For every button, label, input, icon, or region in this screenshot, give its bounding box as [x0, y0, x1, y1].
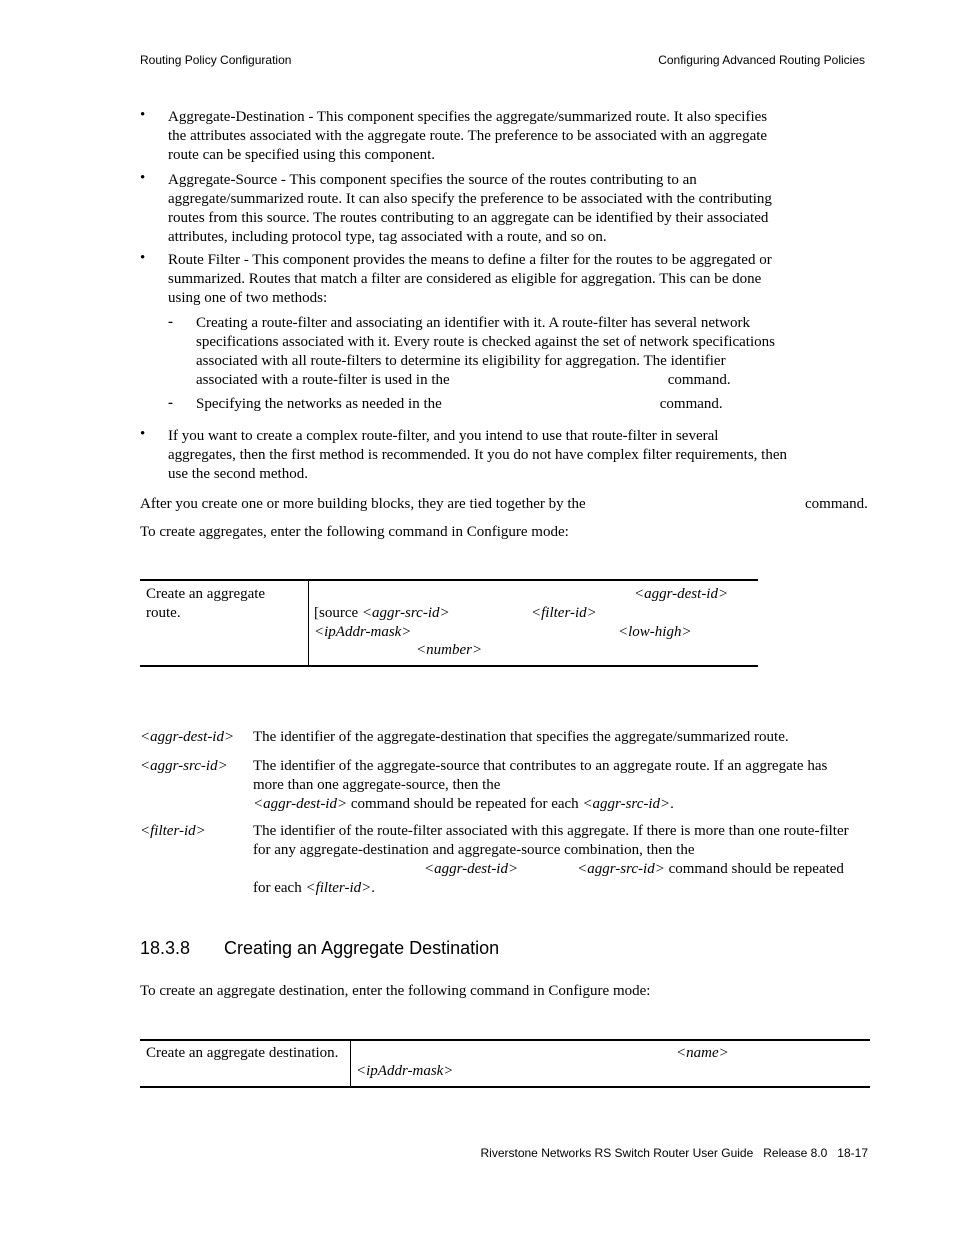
- param-desc-filter-id: [253, 822, 849, 898]
- bullet-recommendation: If you want to create a complex route-filter, and you intend to use that route-filter in several aggregates, then the first method is recommended. It you do not have complex filter requirements, then use the second method.: [168, 428, 787, 482]
- after-text: After you create one or more building blocks, they are tied together by the: [140, 496, 586, 512]
- param-inline-term: <aggr-src-id>: [577, 861, 665, 877]
- param-term-filter-id: <filter-id>: [140, 823, 206, 839]
- subbullet-second-text: Specifying the networks as needed in the: [196, 396, 442, 412]
- section-number: 18.3.8: [140, 938, 191, 958]
- table1-aggr-src-id: <aggr-src-id>: [361, 605, 450, 621]
- table1-label-line2: route.: [146, 605, 181, 621]
- param-desc-line: [253, 879, 849, 898]
- param-desc-line: [253, 795, 827, 814]
- to-create-text: To create aggregates, enter the following command in Configure mode:: [140, 524, 569, 540]
- param-term-aggr-src-id: <aggr-src-id>: [140, 758, 228, 774]
- param-desc-line: The identifier of the route-filter associated with this aggregate. If there is more than one route-filter: [253, 823, 849, 839]
- table1-source-prefix: [source: [314, 605, 362, 621]
- table1-bottom-rule: [140, 665, 758, 667]
- table1-source: [314, 604, 450, 623]
- table1-filter-id: <filter-id>: [531, 605, 597, 621]
- param-desc-aggr-src-id: [253, 757, 827, 814]
- bullet-icon: •: [140, 250, 146, 266]
- param-desc-line: The identifier of the aggregate-source that contributes to an aggregate route. If an aggregate has: [253, 758, 828, 774]
- table2-label: Create an aggregate destination.: [146, 1045, 339, 1061]
- table2-name: <name>: [676, 1045, 729, 1061]
- table2-bottom-rule: [140, 1086, 870, 1088]
- subbullet-first-method: [196, 314, 788, 390]
- section-title: Creating an Aggregate Destination: [224, 938, 500, 958]
- after-command: command.: [805, 496, 868, 512]
- table1-ipaddr-mask: <ipAddr-mask>: [314, 624, 412, 640]
- param-inline-term: <filter-id>: [305, 880, 372, 896]
- param-inline-term: <aggr-src-id>: [582, 796, 671, 812]
- bullet-route-filter: Route Filter - This component provides the means to define a filter for the routes to be aggregated or summarized. Routes that match a filter are considered as eligible for aggregation. This can be done using one of two methods:: [168, 252, 772, 306]
- param-inline-text: command should be repeated for each: [347, 796, 583, 812]
- dash-icon: -: [168, 314, 173, 330]
- table1-aggr-dest-id: <aggr-dest-id>: [634, 586, 729, 602]
- table1-divider: [308, 581, 309, 665]
- bullet-icon: •: [140, 170, 146, 186]
- table1-top-rule: [140, 579, 758, 581]
- table2-ipaddr-mask: <ipAddr-mask>: [356, 1063, 454, 1079]
- param-desc-line: more than one aggregate-source, then the: [253, 777, 501, 793]
- table2-divider: [350, 1041, 351, 1086]
- param-inline-term: <aggr-dest-id>: [253, 796, 348, 812]
- param-inline-term: <aggr-dest-id>: [424, 861, 519, 877]
- dash-icon: -: [168, 395, 173, 411]
- bullet-aggregate-source: Aggregate-Source - This component specifies the source of the routes contributing to an aggregate/summarized route. It can also specify the preference to be associated with the contributing routes from this source. The routes contributing to an aggregate can be identified by their associated attributes, including protocol type, tag associated with a route, and so on.: [168, 172, 772, 245]
- bullet-aggregate-destination: Aggregate-Destination - This component specifies the aggregate/summarized route. It also specifies the attributes associated with the aggregate route. The preference to be associated with an aggregate route can be specified using this component.: [168, 109, 768, 163]
- param-inline-text: .: [371, 880, 375, 896]
- param-inline-text: for each: [253, 880, 306, 896]
- subbullet-first-text: Creating a route-filter and associating an identifier with it. A route-filter has several network specifications associated with it. Every route is checked against the set of network specifications associated with all route-filters to determine its eligibility for aggregation. The identifier associated with a route-filter is used in the: [196, 315, 775, 388]
- param-desc-aggr-dest-id: The identifier of the aggregate-destination that specifies the aggregate/summarized route.: [253, 729, 789, 745]
- param-term-aggr-dest-id: <aggr-dest-id>: [140, 729, 235, 745]
- header-right: Configuring Advanced Routing Policies: [658, 53, 865, 67]
- subbullet-second-command: command.: [659, 396, 723, 412]
- bullet-icon: •: [140, 426, 146, 442]
- footer: Riverstone Networks RS Switch Router User Guide Release 8.0 18-17: [480, 1146, 868, 1160]
- header-left: Routing Policy Configuration: [140, 53, 292, 67]
- section-intro: To create an aggregate destination, enter the following command in Configure mode:: [140, 983, 651, 999]
- subbullet-first-command: command.: [667, 372, 731, 388]
- table1-low-high: <low-high>: [618, 624, 692, 640]
- table1-number: <number>: [416, 642, 483, 658]
- param-desc-line: for any aggregate-destination and aggregate-source combination, then the: [253, 842, 695, 858]
- param-inline-text: command should be repeated: [664, 861, 844, 877]
- bullet-icon: •: [140, 107, 146, 123]
- param-inline-text: .: [670, 796, 674, 812]
- table2-top-rule: [140, 1039, 870, 1041]
- param-desc-line: [253, 860, 849, 879]
- table1-label-line1: Create an aggregate: [146, 586, 266, 602]
- subbullet-second-method: [196, 395, 788, 414]
